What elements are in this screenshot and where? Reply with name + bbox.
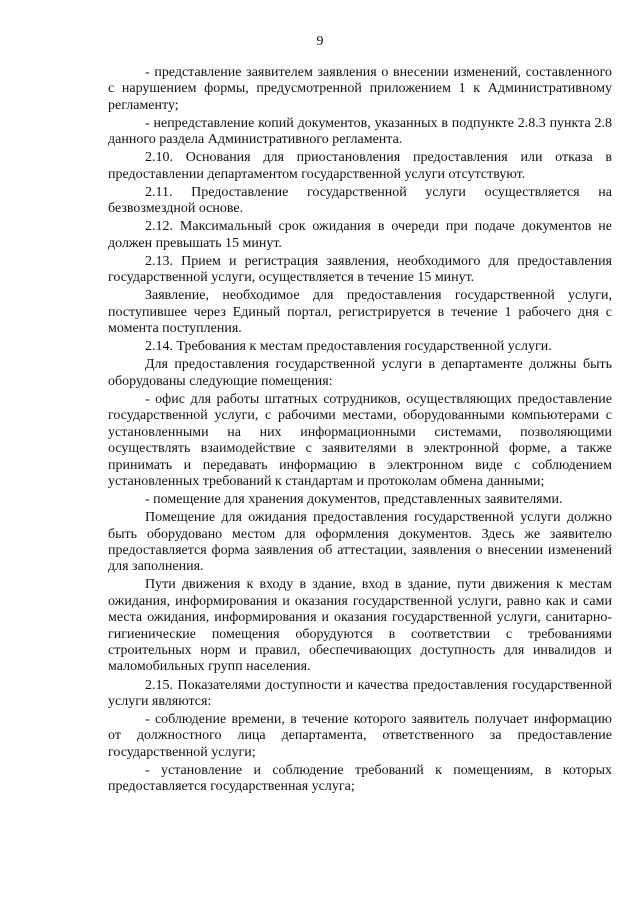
paragraph: 2.13. Прием и регистрация заявления, необходимого для предоставления государственной услуги, осуществляется в течение 15 минут. (108, 253, 612, 286)
document-body (108, 65, 612, 797)
paragraph: - помещение для хранения документов, представленных заявителями. (145, 492, 563, 508)
paragraph: Помещение для ожидания предоставления государственной услуги должно быть оборудовано местом для оформления документов. Здесь же заявителю предоставляется форма заявления об аттестации, заявления о внесении изменений для заполнения. (108, 510, 612, 575)
page-number: 9 (316, 34, 324, 49)
paragraph: - соблюдение времени, в течение которого заявитель получает информацию от должностного лица департамента, ответственного за предоставление государственной услуги; (108, 712, 612, 760)
paragraph: Для предоставления государственной услуги в департаменте должны быть оборудованы следующие помещения: (108, 357, 612, 389)
paragraph: 2.12. Максимальный срок ожидания в очереди при подаче документов не должен превышать 15 минут. (108, 219, 612, 251)
paragraph: 2.10. Основания для приостановления предоставления или отказа в предоставлении департаментом государственной услуги отсутствуют. (108, 150, 612, 182)
paragraph: Пути движения к входу в здание, вход в здание, пути движения к местам ожидания, информирования и оказания государственной услуги, равно как и сами места ожидания, информирования и оказания государственной услуги, санитарно-гигиенические помещения оборудуются в соответствии с требованиями строительных норм и правил, обеспечивающих доступность для инвалидов и маломобильных групп населения. (108, 577, 612, 675)
paragraph: - офис для работы штатных сотрудников, осуществляющих предоставление государственной услуги, с рабочими местами, оборудованными компьютерами с установленными на них информационными системами, позволяющими осуществлять взаимодействие с заявителями в электронной форме, а также принимать и передавать информацию в электронном виде с соблюдением установленных требований к стандартам и протоколам обмена данными; (108, 391, 612, 489)
paragraph: - непредставление копий документов, указанных в подпункте 2.8.3 пункта 2.8 данного раздела Административного регламента. (108, 115, 612, 148)
paragraph: 2.14. Требования к местам предоставления государственной услуги. (145, 339, 552, 355)
paragraph: Заявление, необходимое для предоставления государственной услуги, поступившее через Единый портал, регистрируется в течение 1 рабочего дня с момента поступления. (108, 288, 612, 337)
paragraph: 2.15. Показателями доступности и качества предоставления государственной услуги являются: (108, 677, 612, 709)
paragraph: - представление заявителем заявления о внесении изменений, составленного с нарушением формы, предусмотренной приложением 1 к Административному регламенту; (108, 65, 612, 113)
paragraph: 2.11. Предоставление государственной услуги осуществляется на безвозмездной основе. (108, 184, 612, 217)
paragraph: - установление и соблюдение требований к помещениям, в которых предоставляется государственная услуга; (108, 762, 612, 795)
